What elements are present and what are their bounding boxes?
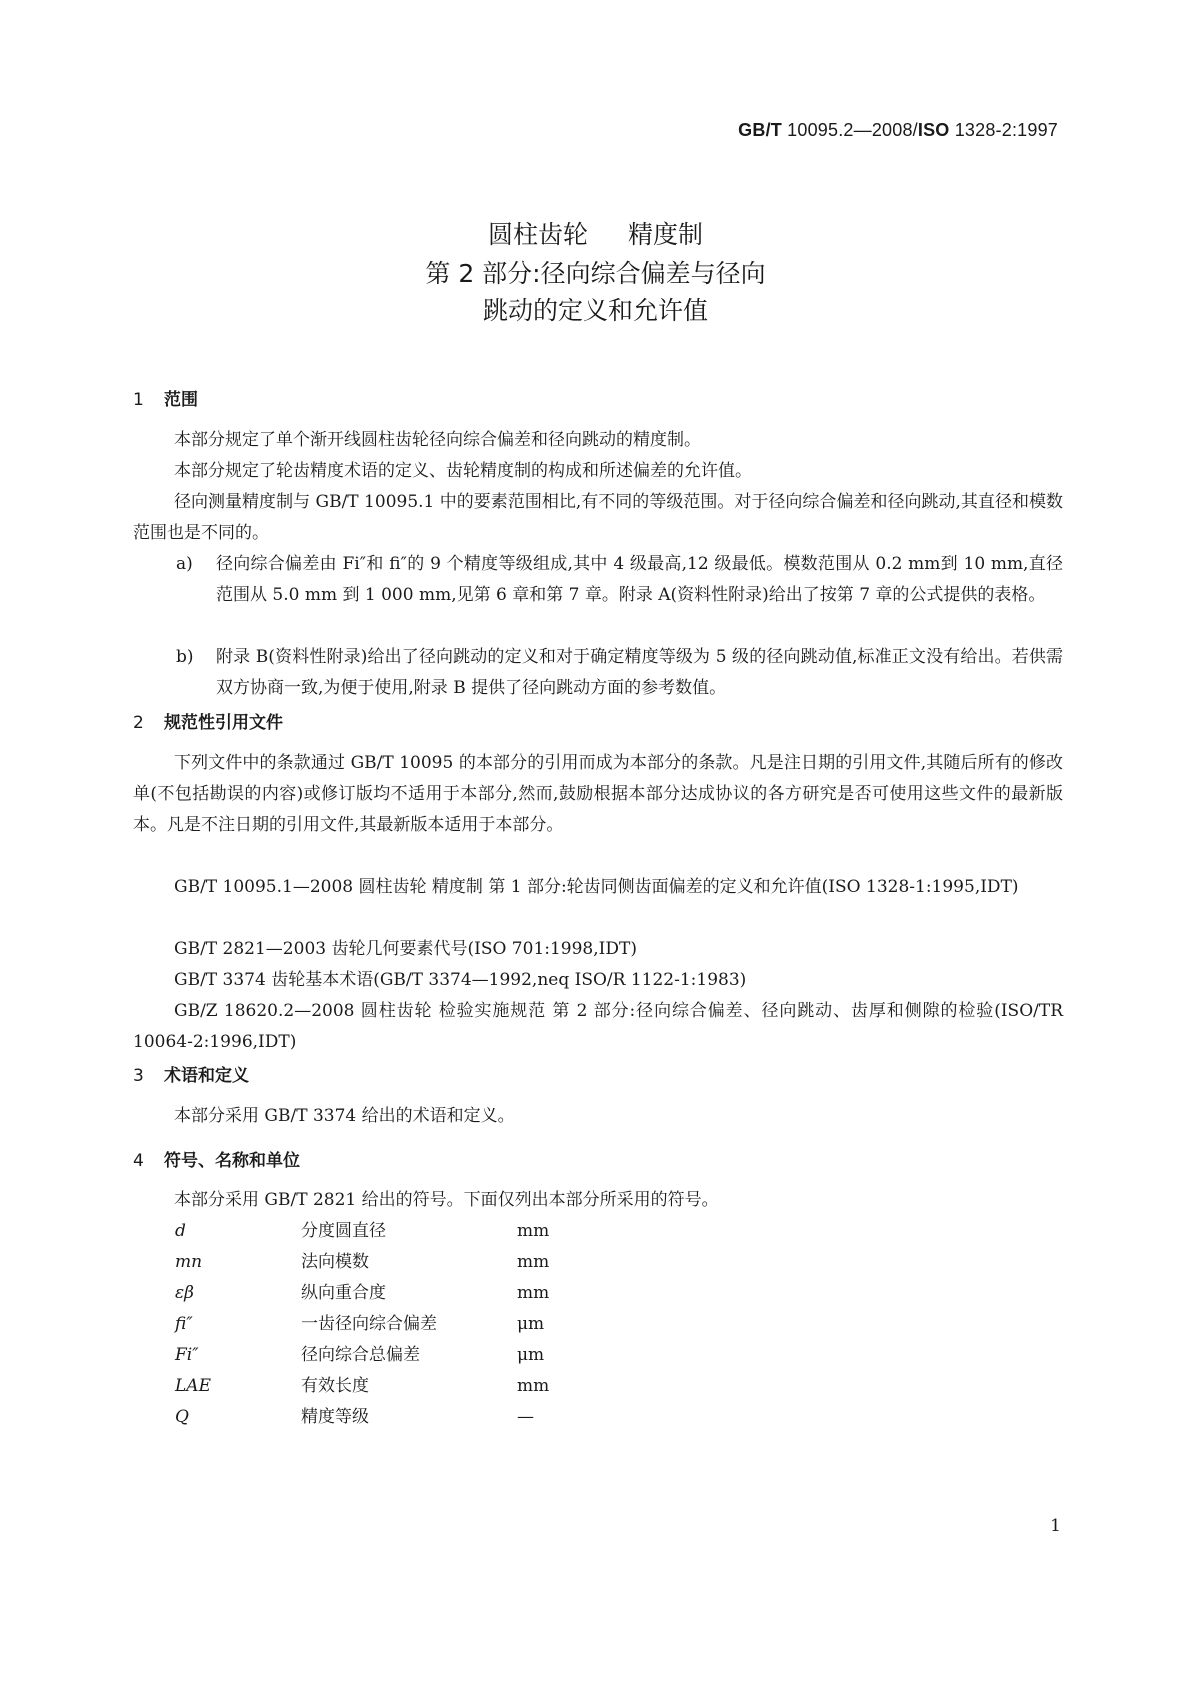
symbol-row: LAE 有效长度 mm (175, 1376, 550, 1396)
s2-paragraph-1: 下列文件中的条款通过 GB/T 10095 的本部分的引用而成为本部分的条款。凡是注日期的引用文件,其随后所有的修改单(不包括勘误的内容)或修订版均不适用于本部分,然而,鼓励根据本部分达成协议的各方研究是否可使用这些文件的最新版本。凡是不注日期的引用文件,其最新版本适用于本部分。 (133, 753, 1063, 835)
title-line-2: 第 2 部分:径向综合偏差与径向 (425, 259, 766, 288)
title-line-1: 圆柱齿轮 精度制 (487, 220, 704, 249)
s1-list-item-b: b) 附录 B(资料性附录)给出了径向跳动的定义和对于确定精度等级为 5 级的径向跳动值,标准正文没有给出。若供需双方协商一致,为便于使用,附录 B 提供了径向跳动方面的参考数值。 (176, 647, 1063, 698)
symbol-row: Q 精度等级 — (175, 1407, 534, 1427)
symbol-row: mn 法向模数 mm (175, 1252, 550, 1272)
title-line-3: 跳动的定义和允许值 (482, 296, 708, 325)
section-1-heading: 1 范围 (133, 390, 198, 410)
s1-list-item-a: a) 径向综合偏差由 Fi″和 fi″的 9 个精度等级组成,其中 4 级最高,12 级最低。模数范围从 0.2 mm到 10 mm,直径范围从 5.0 mm 到 1 000 mm,见第 6 章和第 7 章。附录 A(资料性附录)给出了按第 7 章的公式提供的表格。 (176, 554, 1063, 605)
s2-reference-4: GB/Z 18620.2—2008 圆柱齿轮 检验实施规范 第 2 部分:径向综合偏差、径向跳动、齿厚和侧隙的检验(ISO/TR 10064-2:1996,IDT) (133, 1001, 1063, 1052)
section-2-heading: 2 规范性引用文件 (133, 713, 283, 733)
s2-reference-2: GB/T 2821—2003 齿轮几何要素代号(ISO 701:1998,IDT) (174, 939, 637, 959)
s2-reference-3: GB/T 3374 齿轮基本术语(GB/T 3374—1992,neq ISO/R 1122-1:1983) (174, 970, 747, 990)
s1-paragraph-3: 径向测量精度制与 GB/T 10095.1 中的要素范围相比,有不同的等级范围。对于径向综合偏差和径向跳动,其直径和模数范围也是不同的。 (133, 492, 1063, 543)
s1-paragraph-1: 本部分规定了单个渐开线圆柱齿轮径向综合偏差和径向跳动的精度制。 (174, 430, 701, 450)
symbol-row: Fi″ 径向综合总偏差 μm (175, 1345, 545, 1365)
section-4-heading: 4 符号、名称和单位 (133, 1151, 300, 1171)
s2-reference-1: GB/T 10095.1—2008 圆柱齿轮 精度制 第 1 部分:轮齿同侧齿面偏差的定义和允许值(ISO 1328-1:1995,IDT) (174, 877, 1019, 897)
page-number: 1 (1050, 1516, 1061, 1536)
s3-paragraph: 本部分采用 GB/T 3374 给出的术语和定义。 (174, 1106, 515, 1126)
s4-paragraph: 本部分采用 GB/T 2821 给出的符号。下面仅列出本部分所采用的符号。 (174, 1190, 719, 1210)
symbol-row: εβ 纵向重合度 mm (175, 1283, 550, 1303)
section-3-heading: 3 术语和定义 (133, 1066, 249, 1086)
s1-paragraph-2: 本部分规定了轮齿精度术语的定义、齿轮精度制的构成和所述偏差的允许值。 (174, 461, 752, 481)
document-code: GB/T 10095.2—2008/ISO 1328-2:1997 (738, 120, 1058, 140)
symbol-row: d 分度圆直径 mm (175, 1221, 550, 1241)
symbol-row: fi″ 一齿径向综合偏差 μm (175, 1314, 545, 1334)
